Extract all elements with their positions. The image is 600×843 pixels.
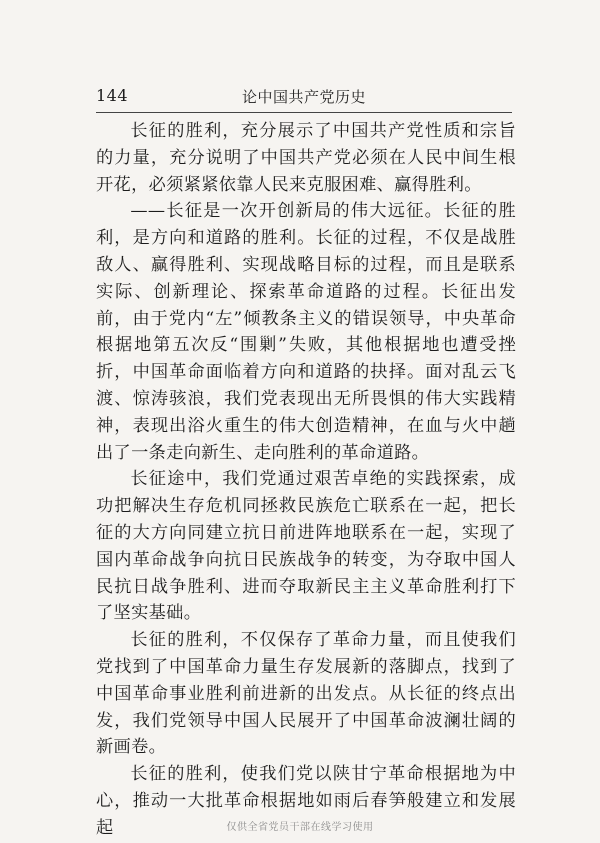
- running-title: 论中国共产党历史: [241, 88, 366, 106]
- paragraph: 长征的胜利，使我们党以陕甘宁革命根据地为中心，推动一大批革命根据地如雨后春笋般建立和发展起: [96, 764, 516, 838]
- page-header: [96, 86, 512, 112]
- body-text: [96, 118, 516, 842]
- page-number: 144: [96, 86, 129, 105]
- paragraph: 长征的胜利，不仅保存了革命力量，而且使我们党找到了中国革命力量生存发展新的落脚点，找到了中国革命事业胜利前进新的出发点。从长征的终点出发，我们党领导中国人民展开了中国革命波澜壮阔的新画卷。: [96, 630, 516, 758]
- paragraph: ——长征是一次开创新局的伟大远征。长征的胜利，是方向和道路的胜利。长征的过程，不仅是战胜敌人、赢得胜利、实现战略目标的过程，而且是联系实际、创新理论、探索革命道路的过程。长征出发前，由于党内“左”倾教条主义的错误领导，中央革命根据地第五次反“围剿”失败，其他根据地也遭受挫折，中国革命面临着方向和道路的抉择。面对乱云飞渡、惊涛骇浪，我们党表现出无所畏惧的伟大实践精神，表现出浴火重生的伟大创造精神，在血与火中趟出了一条走向新生、走向胜利的革命道路。: [96, 201, 516, 463]
- paragraph: 长征途中，我们党通过艰苦卓绝的实践探索，成功把解决生存危机同拯救民族危亡联系在一起，把长征的大方向同建立抗日前进阵地联系在一起，实现了国内革命战争向抗日民族战争的转变，为夺取中国人民抗日战争胜利、进而夺取新民主主义革命胜利打下了坚实基础。: [96, 469, 516, 624]
- paragraph: 长征的胜利，充分展示了中国共产党性质和宗旨的力量，充分说明了中国共产党必须在人民中间生根开花，必须紧紧依靠人民来克服困难、赢得胜利。: [96, 121, 516, 195]
- footer-notice: 仅供全省党员干部在线学习使用: [226, 822, 374, 833]
- header-rule: [96, 112, 512, 113]
